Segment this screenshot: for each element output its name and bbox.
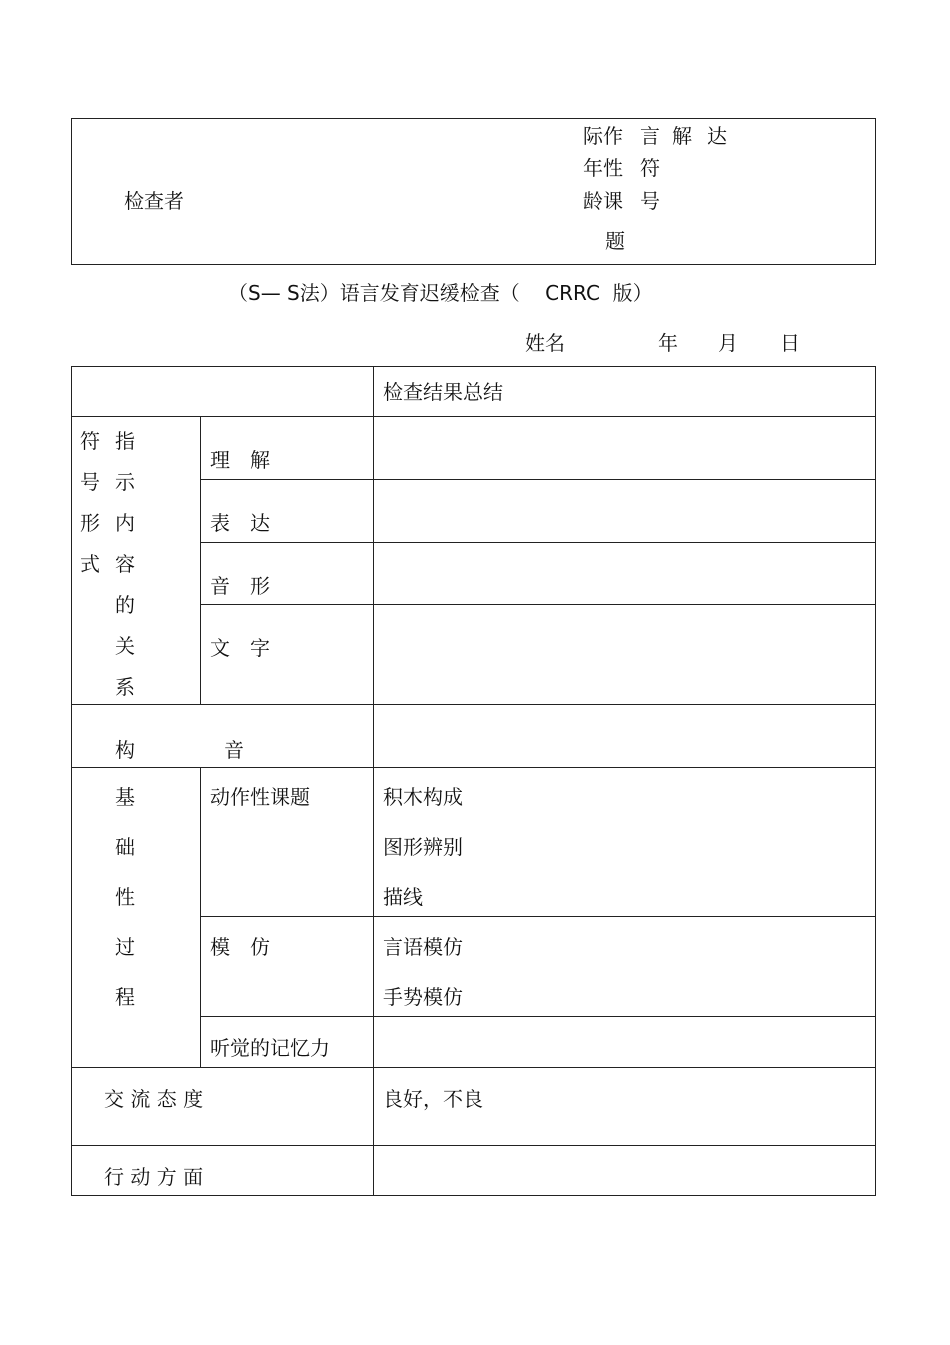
basic-process-char: 础	[115, 835, 135, 859]
imitation-item: 言语模仿	[383, 935, 463, 959]
symbol-char: 式	[80, 552, 100, 576]
table-border	[71, 366, 876, 1196]
symbol-char: 关	[115, 634, 135, 658]
basic-process-char: 程	[115, 985, 135, 1009]
name-label: 姓名	[525, 331, 565, 355]
row-line	[200, 542, 876, 543]
top-col3-line1: 解	[672, 124, 692, 148]
top-col4-line1: 达	[707, 124, 727, 148]
row-line	[200, 916, 876, 917]
symbol-char: 的	[115, 593, 135, 617]
phonology-label-left: 构	[115, 738, 135, 762]
imitation-label: 模 仿	[210, 935, 270, 959]
row-label-comprehension: 理 解	[210, 448, 270, 472]
symbol-char: 指	[115, 429, 135, 453]
col-line	[200, 416, 201, 704]
basic-process-char: 性	[115, 885, 135, 909]
row-line	[71, 1067, 876, 1068]
row-line	[71, 704, 876, 705]
top-col1-line2: 年性	[583, 156, 623, 180]
symbol-char: 容	[115, 552, 135, 576]
auditory-memory-label: 听觉的记忆力	[210, 1036, 330, 1060]
communication-attitude-value: 良好，不良	[383, 1087, 483, 1111]
summary-header: 检查结果总结	[383, 380, 503, 404]
row-line	[71, 767, 876, 768]
operational-item: 描线	[383, 885, 423, 909]
row-label-sound-form: 音 形	[210, 574, 270, 598]
col-line	[200, 767, 201, 1067]
examiner-info-box	[71, 118, 876, 265]
symbol-char: 符	[80, 429, 100, 453]
phonology-label-right: 音	[224, 738, 244, 762]
document-title: （S— S法）语言发育迟缓检查（ CRRC 版）	[228, 281, 653, 305]
row-line	[200, 479, 876, 480]
symbol-char: 内	[115, 511, 135, 535]
imitation-item: 手势模仿	[383, 985, 463, 1009]
operational-item: 图形辨别	[383, 835, 463, 859]
symbol-char: 系	[115, 675, 135, 699]
day-label: 日	[780, 331, 800, 355]
top-col2-line2: 符	[640, 156, 660, 180]
basic-process-char: 过	[115, 935, 135, 959]
top-col2-line1: 言	[640, 124, 660, 148]
operational-task-label: 动作性课题	[210, 785, 310, 809]
symbol-char: 号	[80, 470, 100, 494]
row-line	[200, 1016, 876, 1017]
symbol-char: 形	[80, 511, 100, 535]
year-label: 年	[658, 331, 678, 355]
communication-attitude-label: 交 流 态 度	[104, 1087, 204, 1111]
row-label-expression: 表 达	[210, 511, 270, 535]
row-line	[71, 1145, 876, 1146]
row-line	[200, 604, 876, 605]
examiner-label: 检查者	[124, 189, 184, 213]
row-label-written-character: 文 字	[210, 636, 270, 660]
row-line	[71, 416, 876, 417]
top-col2-line3: 号	[640, 189, 660, 213]
top-col1-line3: 龄课	[583, 189, 623, 213]
col-line	[373, 366, 374, 1196]
operational-item: 积木构成	[383, 785, 463, 809]
top-col1-line1: 际作	[583, 124, 623, 148]
symbol-char: 示	[115, 470, 135, 494]
month-label: 月	[718, 331, 738, 355]
top-col1-line4: 题	[605, 229, 625, 253]
basic-process-char: 基	[115, 785, 135, 809]
behavior-label: 行 动 方 面	[104, 1165, 204, 1189]
